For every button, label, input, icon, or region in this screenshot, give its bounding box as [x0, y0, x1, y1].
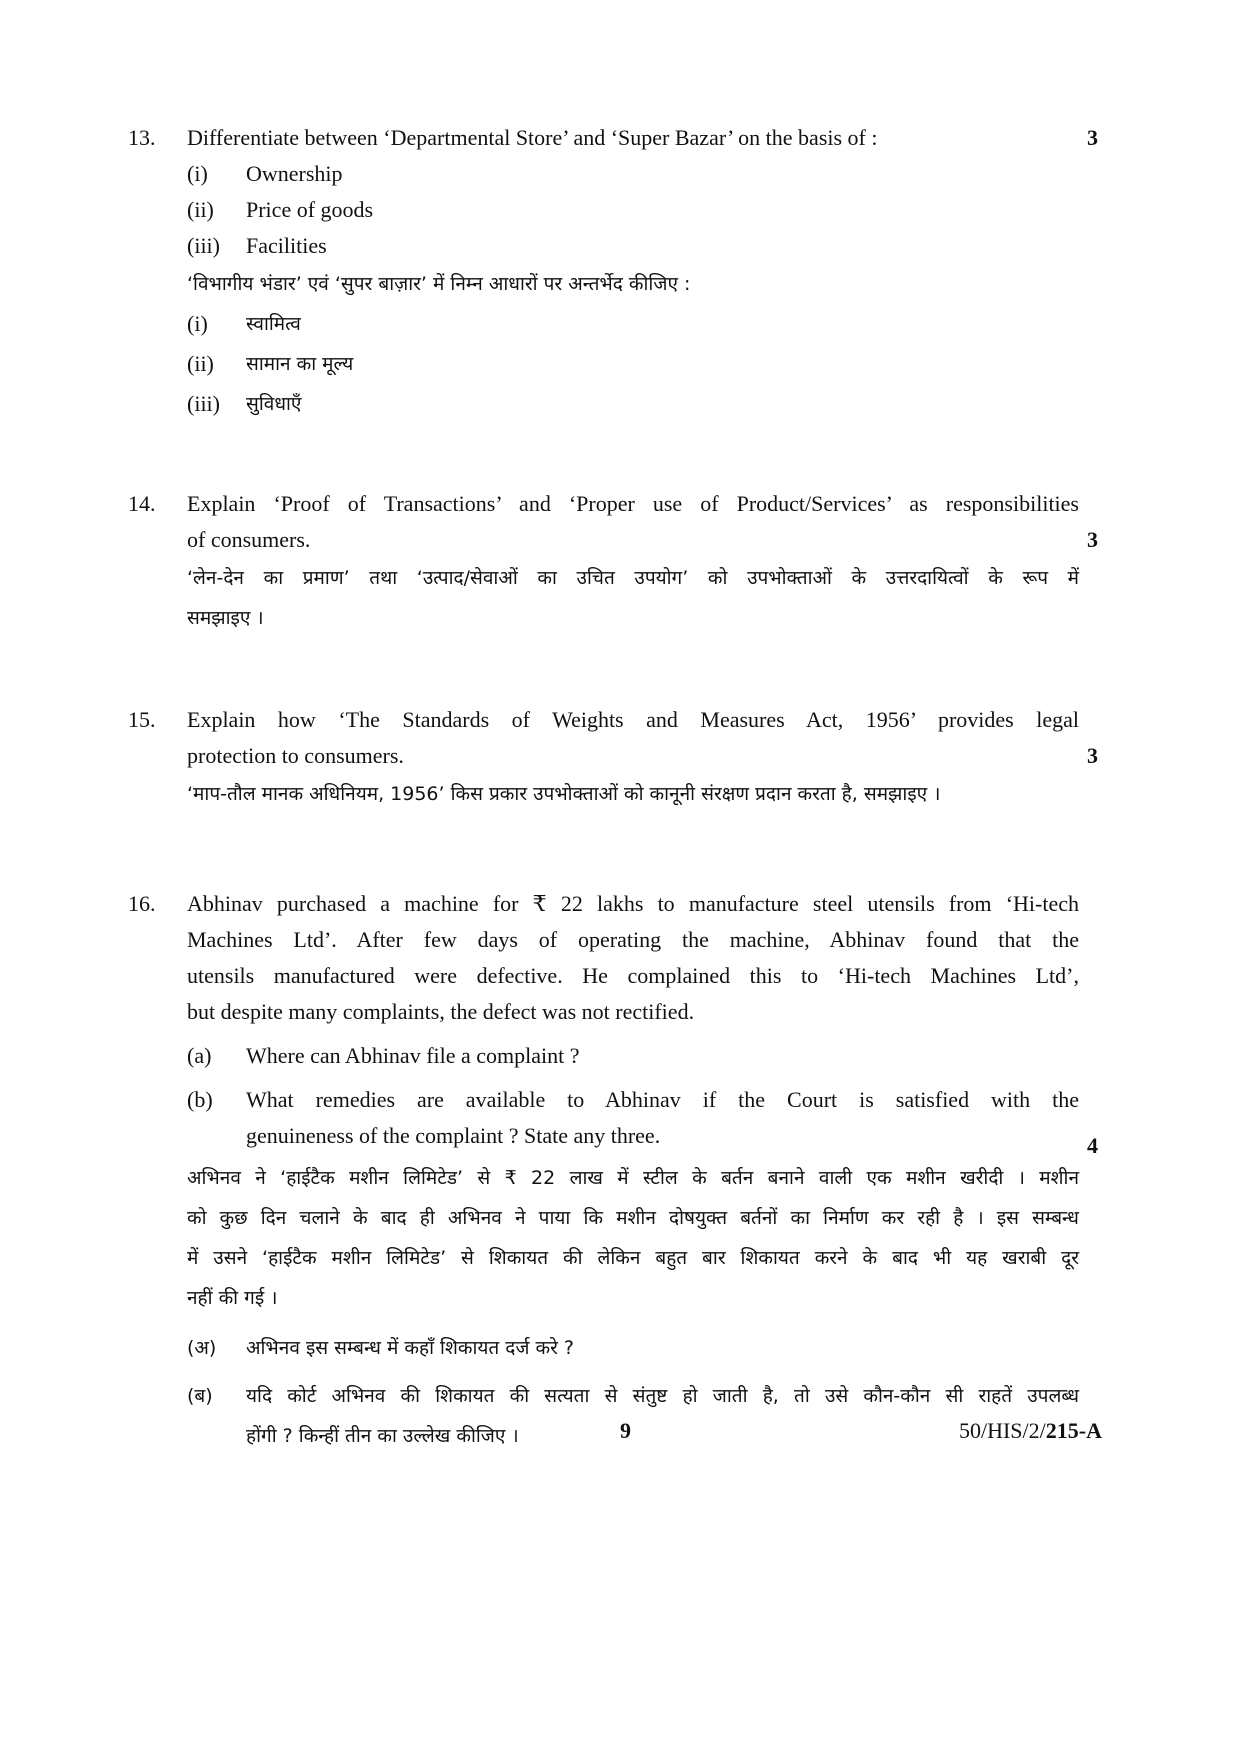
question-text-en-line: of consumers. — [187, 527, 311, 552]
marks: 3 — [1087, 125, 1098, 150]
question-number: 14. — [128, 491, 156, 516]
option-text: Where can Abhinav file a complaint ? — [246, 1043, 580, 1068]
question-text-hi-line: अभिनव ने ‘हाईटैक मशीन लिमिटेड’ से ₹ 22 लाख में स्टील के बर्तन बनाने वाली एक मशीन खरीदी । मशीन — [187, 1167, 1079, 1189]
question-text-en-line: protection to consumers. — [187, 743, 404, 768]
option-text: Ownership — [246, 161, 343, 186]
question-text-hi-line: में उसने ‘हाईटैक मशीन लिमिटेड’ से शिकायत की लेकिन बहुत बार शिकायत करने के बाद भी यह खराबी दूर — [187, 1247, 1079, 1269]
option-text: स्वामित्व — [246, 313, 301, 335]
option-label: (अ) — [187, 1337, 217, 1359]
question-number: 15. — [128, 707, 156, 732]
option-text-line: What remedies are available to Abhinav if the Court is satisfied with the — [246, 1087, 1079, 1112]
question-stem-hi: ‘विभागीय भंडार’ एवं ‘सुपर बाज़ार’ में निम्न आधारों पर अन्तर्भेद कीजिए : — [187, 273, 691, 295]
question-text-en-line: Explain ‘Proof of Transactions’ and ‘Proper use of Product/Services’ as responsibilities — [187, 491, 1079, 516]
option-text: सामान का मूल्य — [246, 353, 354, 375]
paper-code — [959, 1418, 1102, 1444]
option-text-line: यदि कोर्ट अभिनव की शिकायत की सत्यता से संतुष्ट हो जाती है, तो उसे कौन-कौन सी राहतें उपलब्ध — [246, 1385, 1079, 1407]
option-iii-en — [187, 228, 1079, 264]
sub-question-a-en — [187, 1038, 1079, 1074]
option-text: अभिनव इस सम्बन्ध में कहाँ शिकायत दर्ज करे ? — [246, 1337, 575, 1359]
option-text: Facilities — [246, 233, 327, 258]
option-label: (a) — [187, 1043, 212, 1068]
option-label: (ii) — [187, 197, 214, 222]
question-text-en-line: Machines Ltd’. After few days of operating the machine, Abhinav found that the — [187, 927, 1079, 952]
question-number: 16. — [128, 891, 156, 916]
option-iii-hi — [187, 384, 1079, 424]
option-ii-hi — [187, 344, 1079, 384]
option-ii-en — [187, 192, 1079, 228]
question-text-hi-line: ‘लेन-देन का प्रमाण’ तथा ‘उत्पाद/सेवाओं का उचित उपयोग’ को उपभोक्ताओं के उत्तरदायित्वों के रूप में — [187, 567, 1079, 589]
question-number: 13. — [128, 125, 156, 150]
paper-code-prefix: 50/HIS/2/ — [958, 1418, 1046, 1443]
option-label: (i) — [187, 161, 208, 186]
option-i-en — [187, 156, 1079, 192]
question-text-en-line: Explain how ‘The Standards of Weights and Measures Act, 1956’ provides legal — [187, 707, 1079, 732]
question-text-hi-line: समझाइए । — [187, 607, 264, 629]
option-label: (b) — [187, 1087, 213, 1112]
option-label: (ii) — [187, 351, 214, 376]
question-text-en-line: Abhinav purchased a machine for ₹ 22 lakhs to manufacture steel utensils from ‘Hi-tech — [187, 891, 1079, 916]
option-text-line: होंगी ? किन्हीं तीन का उल्लेख कीजिए । — [246, 1425, 519, 1447]
option-label: (i) — [187, 311, 208, 336]
sub-question-a-hi — [187, 1328, 1079, 1368]
question-stem-en: Differentiate between ‘Departmental Store’ and ‘Super Bazar’ on the basis of : — [187, 125, 878, 150]
option-label: (iii) — [187, 233, 220, 258]
question-text-hi-line: ‘माप-तौल मानक अधिनियम, 1956’ किस प्रकार उपभोक्ताओं को कानूनी संरक्षण प्रदान करता है, समझाइए । — [187, 783, 941, 805]
question-text-hi-line: को कुछ दिन चलाने के बाद ही अभिनव ने पाया कि मशीन दोषयुक्त बर्तनों का निर्माण कर रही है । इस सम्बन्ध — [187, 1207, 1079, 1229]
sub-question-b-hi — [187, 1376, 1079, 1456]
option-label: (ब) — [187, 1385, 213, 1407]
option-text: सुविधाएँ — [246, 393, 302, 415]
question-text-en-line: utensils manufactured were defective. He complained this to ‘Hi-tech Machines Ltd’, — [187, 963, 1079, 988]
page-number: 9 — [620, 1418, 631, 1443]
question-text-en-line: but despite many complaints, the defect was not rectified. — [187, 999, 695, 1024]
option-i-hi — [187, 304, 1079, 344]
marks: 3 — [1087, 527, 1098, 552]
question-text-hi-line: नहीं की गई । — [187, 1287, 278, 1309]
option-label: (iii) — [187, 391, 220, 416]
option-text-line: genuineness of the complaint ? State any three. — [246, 1123, 661, 1148]
option-text: Price of goods — [246, 197, 374, 222]
sub-question-b-en — [187, 1082, 1079, 1154]
paper-code-bold: 215-A — [1045, 1418, 1102, 1443]
marks: 4 — [1087, 1133, 1098, 1158]
marks: 3 — [1087, 743, 1098, 768]
